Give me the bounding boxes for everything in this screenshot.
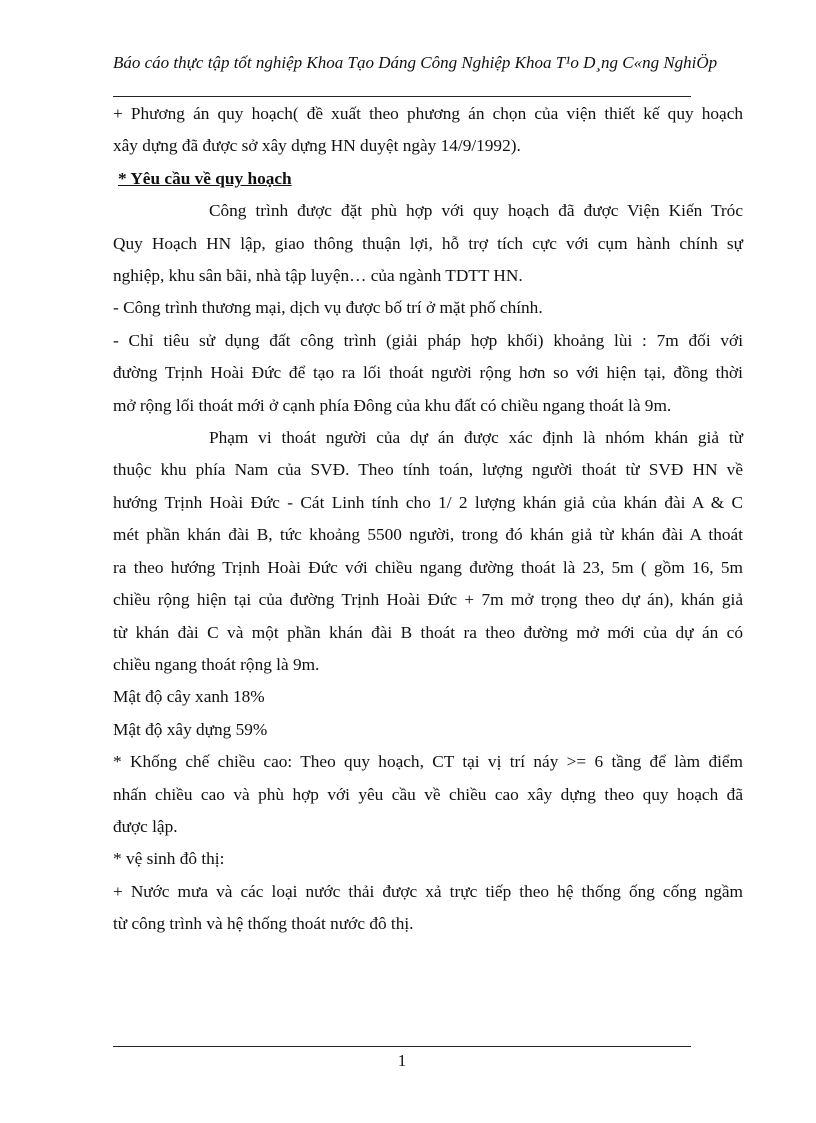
body-line: xây dựng đã được sở xây dựng HN duyệt ngày 14/9/1992). — [113, 136, 521, 156]
body-line: + Phương án quy hoạch( đề xuất theo phương án chọn của viện thiết kế quy hoạch — [113, 104, 743, 123]
body-line: Công trình được đặt phù hợp với quy hoạch đã được Viện Kiến Tróc — [209, 201, 743, 221]
body-line: chiều rộng hiện tại của đường Trịnh Hoài Đức + 7m mở trọng theo dự án), khán giả — [113, 590, 743, 610]
body-line: từ khán đài C và một phần khán đài B thoát ra theo đường mở mới của dự án có — [113, 622, 743, 642]
body-line: Mật độ cây xanh 18% — [113, 687, 265, 707]
body-line: Mật độ xây dựng 59% — [113, 719, 268, 739]
body-line: nghiệp, khu sân bãi, nhà tập luyện… của ngành TDTT HN. — [113, 266, 523, 286]
body-line: thuộc khu phía Nam của SVĐ. Theo tính toán, lượng người thoát từ SVĐ HN về — [113, 460, 743, 480]
body-line: chiều ngang thoát rộng là 9m. — [113, 654, 320, 674]
body-line: từ công trình và hệ thống thoát nước đô thị. — [113, 914, 414, 934]
body-line: hướng Trịnh Hoài Đức - Cát Linh tính cho 1/ 2 lượng khán giả của khán đài A & C — [113, 492, 743, 512]
header-divider — [113, 96, 691, 97]
body-line: - Chỉ tiêu sử dụng đất công trình (giải pháp hợp khối) khoảng lùi : 7m đối với — [113, 330, 743, 350]
body-line: * Khống chế chiều cao: Theo quy hoạch, CT tại vị trí náy >= 6 tầng để làm điểm — [113, 752, 743, 772]
body-line: ra theo hướng Trịnh Hoài Đức với chiều ngang đường thoát là 23, 5m ( gồm 16, 5m — [113, 557, 743, 577]
body-line: nhấn chiều cao và phù hợp với yêu cầu về chiều cao xây dựng theo quy hoạch đã — [113, 784, 743, 804]
body-line: - Công trình thương mại, dịch vụ được bố trí ở mặt phố chính. — [113, 298, 543, 318]
body-line: được lập. — [113, 816, 178, 836]
body-line: + Nước mưa và các loại nước thải được xả trực tiếp theo hệ thống ống cống ngầm — [113, 881, 743, 901]
body-line: * vệ sinh đô thị: — [113, 849, 225, 869]
body-line: mở rộng lối thoát mới ở cạnh phía Đông của khu đất có chiều ngang thoát là 9m. — [113, 395, 672, 415]
running-header: Báo cáo thực tập tốt nghiệp Khoa Tạo Dáng Công Nghiệp Khoa T¹o D¸ng C«ng NghiÖp — [113, 53, 718, 72]
body-line: Phạm vi thoát người của dự án được xác định là nhóm khán giả từ — [209, 428, 743, 448]
footer-divider — [113, 1046, 691, 1047]
body-line: đường Trịnh Hoài Đức để tạo ra lối thoát người rộng hơn so với hiện tại, đồng thời — [113, 363, 743, 383]
section-heading: * Yêu cầu về quy hoạch — [118, 168, 292, 188]
page-number: 1 — [397, 1051, 407, 1070]
page-body — [113, 98, 743, 941]
body-line: mét phần khán đài B, tức khoảng 5500 người, trong đó khán giả từ khán đài A thoát — [113, 525, 743, 545]
body-line: Quy Hoạch HN lập, giao thông thuận lợi, hỗ trợ tích cực với cụm hành chính sự — [113, 233, 743, 253]
